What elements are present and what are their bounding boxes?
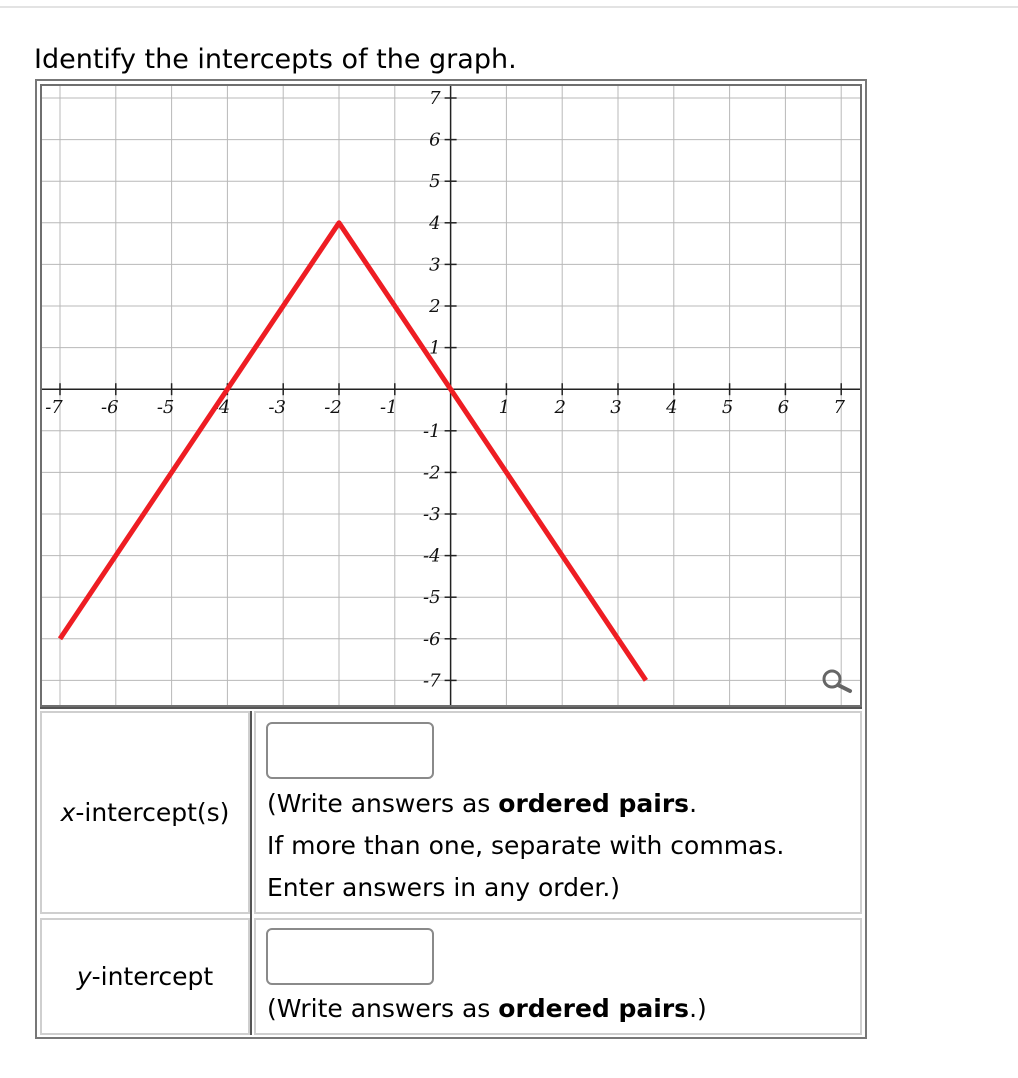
x-tick-labels bbox=[45, 397, 845, 418]
y-intercept-label-cell bbox=[40, 918, 250, 1035]
top-divider bbox=[0, 6, 1018, 8]
y-tick-label: 1 bbox=[429, 337, 441, 359]
y-instr-text-b: .) bbox=[689, 994, 707, 1023]
x-intercepts-answer-cell bbox=[254, 711, 862, 914]
x-tick-label: -2 bbox=[324, 397, 342, 419]
y-tick-label: -6 bbox=[423, 628, 441, 650]
x-tick-label: 6 bbox=[777, 397, 790, 419]
y-tick-label: -5 bbox=[423, 587, 441, 609]
x-instr-line-2: If more than one, separate with commas. bbox=[267, 831, 785, 860]
y-tick-label: 5 bbox=[429, 171, 441, 193]
y-tick-label: -3 bbox=[423, 504, 441, 525]
y-tick-label: -4 bbox=[423, 545, 441, 567]
x-instr-text-b: . bbox=[689, 789, 698, 818]
x-intercepts-instructions bbox=[267, 783, 784, 909]
x-tick-label: 4 bbox=[666, 397, 678, 419]
x-intercepts-label-cell bbox=[40, 711, 250, 914]
question-text: Identify the intercepts of the graph. bbox=[34, 44, 517, 75]
x-tick-label: 2 bbox=[554, 397, 566, 419]
y-tick-label: 6 bbox=[429, 129, 441, 151]
x-instr-bold: ordered pairs bbox=[498, 789, 690, 818]
y-intercept-label-var: y bbox=[76, 962, 92, 991]
x-tick-label: -3 bbox=[268, 397, 286, 419]
x-tick-label: 5 bbox=[721, 397, 734, 419]
y-instr-bold: ordered pairs bbox=[498, 994, 690, 1023]
x-tick-label: -4 bbox=[212, 397, 231, 419]
x-intercepts-label-text: -intercept(s) bbox=[75, 798, 230, 827]
x-tick-label: -5 bbox=[156, 397, 175, 419]
x-tick-label: 3 bbox=[610, 397, 622, 419]
y-tick-label: 7 bbox=[429, 88, 441, 109]
y-intercept-input[interactable] bbox=[266, 928, 434, 985]
y-intercept-instructions bbox=[267, 988, 707, 1030]
x-instr-line-3: Enter answers in any order.) bbox=[267, 873, 621, 902]
graph-line bbox=[60, 223, 646, 681]
x-tick-label: -1 bbox=[380, 397, 398, 419]
y-intercept-answer-cell bbox=[254, 918, 862, 1035]
y-tick-label: -7 bbox=[423, 670, 441, 692]
column-divider bbox=[250, 711, 252, 1035]
magnifier-icon[interactable] bbox=[820, 666, 858, 696]
x-instr-line-1 bbox=[267, 783, 784, 825]
x-intercepts-input[interactable] bbox=[266, 722, 434, 779]
x-tick-label: -7 bbox=[45, 397, 63, 419]
y-tick-label: -1 bbox=[423, 420, 441, 442]
y-instr-text-a: (Write answers as bbox=[267, 994, 499, 1023]
x-instr-text-a: (Write answers as bbox=[267, 789, 499, 818]
y-tick-label: -2 bbox=[423, 462, 441, 484]
x-tick-label: -6 bbox=[101, 397, 119, 419]
y-tick-label: 4 bbox=[429, 212, 441, 234]
y-tick-label: 2 bbox=[429, 296, 441, 317]
y-intercept-label-text: -intercept bbox=[91, 962, 214, 991]
graph-plot bbox=[42, 86, 860, 705]
x-tick-label: 1 bbox=[498, 397, 511, 419]
x-tick-label: 7 bbox=[833, 397, 845, 419]
y-tick-label: 3 bbox=[429, 254, 441, 276]
axes bbox=[42, 86, 860, 705]
graph-bottom-rule bbox=[40, 707, 862, 709]
x-intercepts-label-var: x bbox=[60, 798, 76, 827]
